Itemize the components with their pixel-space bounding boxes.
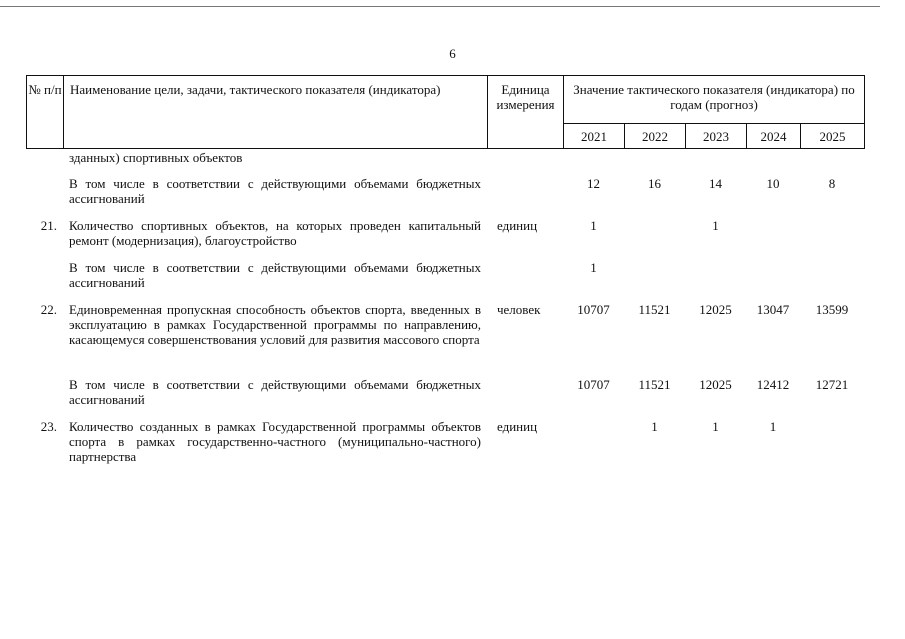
row-value (800, 150, 864, 176)
row-unit: единиц (497, 419, 538, 434)
row-value: 12025 (699, 377, 732, 392)
row-value (746, 260, 800, 302)
row-unit (487, 150, 563, 176)
row-value (746, 150, 800, 176)
row-value: 13047 (756, 302, 790, 317)
row-value (685, 150, 746, 176)
row-value (563, 419, 624, 469)
row-value (800, 260, 864, 302)
row-value: 11521 (638, 302, 671, 317)
row-value: 10 (766, 176, 780, 191)
row-name: В том числе в соответствии с действующими объемами бюджетных ассигнований (69, 176, 481, 206)
row-num (26, 260, 63, 302)
row-num (26, 377, 63, 419)
row-value: 14 (709, 176, 722, 191)
row-num: 21. (40, 218, 57, 233)
header-group: Значение тактического показателя (индикатора) по годам (прогноз) (564, 76, 865, 124)
row-value: 13599 (815, 302, 849, 317)
header-name: Наименование цели, задачи, тактического показателя (индикатора) (64, 76, 488, 149)
row-value: 12025 (699, 302, 732, 317)
header-unit: Единица измерения (488, 76, 564, 149)
row-name: Количество спортивных объектов, на которых проведен капитальный ремонт (модернизация), благоустройство (69, 218, 481, 248)
row-value: 1 (590, 260, 597, 275)
row-value (800, 419, 864, 469)
row-value: 1 (651, 419, 658, 434)
row-unit (487, 260, 563, 302)
row-value: 12721 (815, 377, 849, 392)
row-value: 16 (648, 176, 661, 191)
table-row (26, 302, 864, 377)
row-unit (487, 377, 563, 419)
row-name: В том числе в соответствии с действующими объемами бюджетных ассигнований (69, 260, 481, 290)
row-name: В том числе в соответствии с действующими объемами бюджетных ассигнований (69, 377, 481, 407)
row-unit: единиц (497, 218, 538, 233)
row-value: 1 (712, 218, 719, 233)
row-value (563, 150, 624, 176)
table-row (26, 419, 864, 469)
table-body (26, 150, 864, 469)
table-row (26, 176, 864, 218)
row-value (624, 150, 685, 176)
row-value (685, 260, 746, 302)
row-value: 10707 (577, 377, 610, 392)
table-header (26, 75, 865, 149)
row-num (26, 150, 63, 176)
page-number: 6 (449, 46, 456, 61)
row-value: 1 (769, 419, 777, 434)
row-value (746, 218, 800, 260)
row-name: зданных) спортивных объектов (69, 150, 243, 165)
row-value (800, 218, 864, 260)
row-value: 8 (828, 176, 836, 191)
row-value: 1 (590, 218, 597, 233)
row-value: 11521 (638, 377, 671, 392)
row-value: 10707 (577, 302, 610, 317)
row-value: 12412 (756, 377, 790, 392)
row-name: Количество созданных в рамках Государственной программы объектов спорта в рамках государственно-частного (муниципально-частного) партнерства (69, 419, 481, 464)
header-year: 2023 (686, 124, 747, 149)
row-value (624, 218, 685, 260)
row-num (26, 176, 63, 218)
row-value (624, 260, 685, 302)
row-num: 22. (40, 302, 57, 317)
row-unit: человек (497, 302, 541, 317)
table-row (26, 150, 864, 176)
header-num: № п/п (27, 76, 64, 149)
row-value: 12 (587, 176, 600, 191)
header-year: 2021 (564, 124, 625, 149)
header-year: 2022 (625, 124, 686, 149)
header-year: 2025 (801, 124, 865, 149)
header-year: 2024 (747, 124, 801, 149)
table-row (26, 218, 864, 260)
row-name: Единовременная пропускная способность объектов спорта, введенных в эксплуатацию в рамках Государственной программы по направлению, касающемуся совершенствования условий для развития массового спорта (69, 302, 481, 347)
row-unit (487, 176, 563, 218)
row-num: 23. (40, 419, 57, 434)
row-value: 1 (712, 419, 719, 434)
table-row (26, 260, 864, 302)
table-row (26, 377, 864, 419)
top-rule (0, 6, 880, 7)
